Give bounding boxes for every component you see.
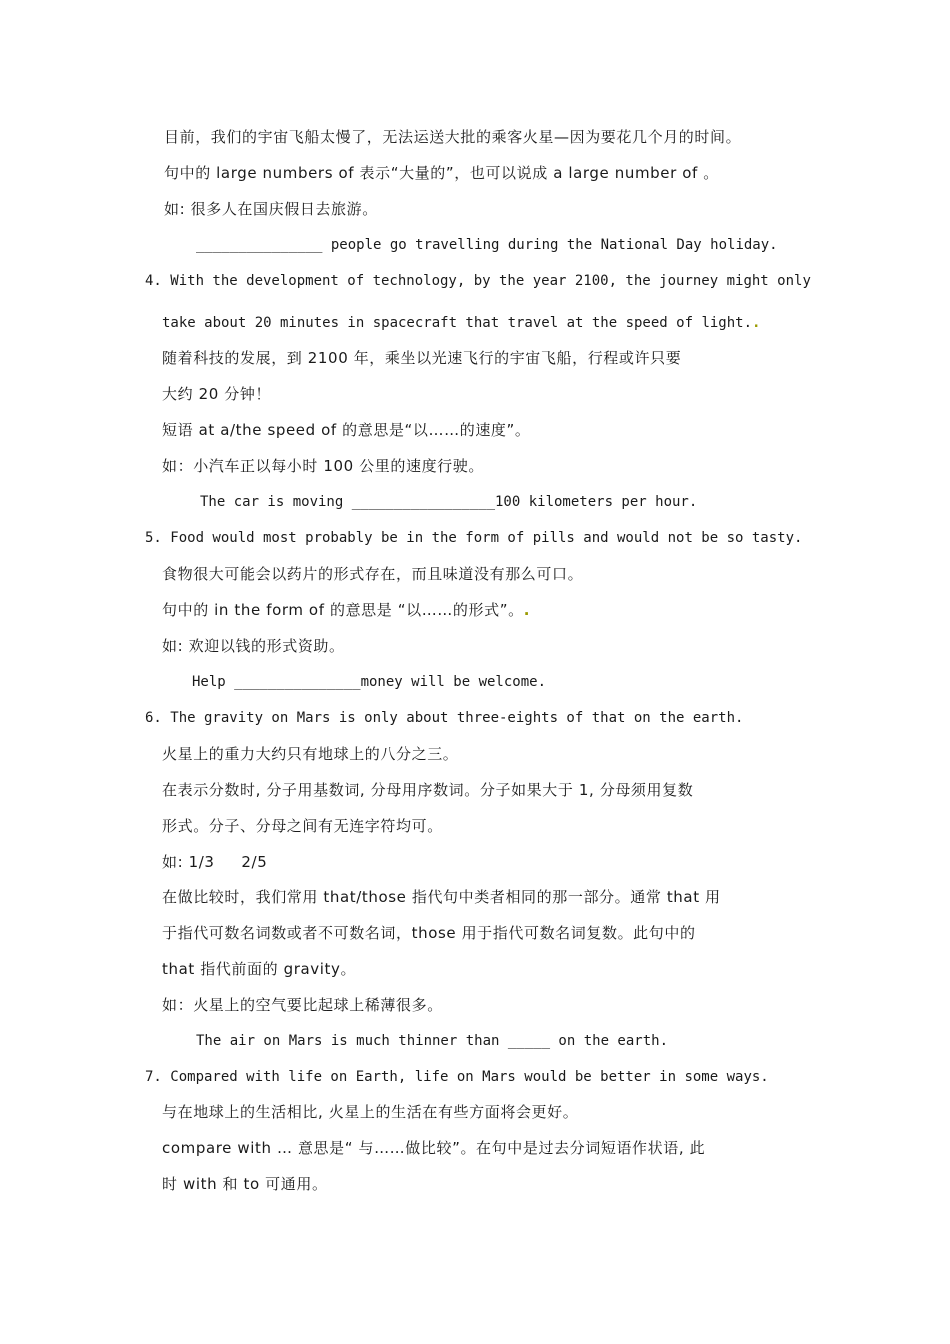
exercise-blank-line: The air on Mars is much thinner than _____ on the earth. [196,1033,669,1049]
text-line: 目前，我们的宇宙飞船太慢了，无法运送大批的乘客火星—因为要花几个月的时间。 [164,128,742,146]
explanation-line: 时 with 和 to 可通用。 [162,1175,328,1193]
mark-dot: . [523,601,530,619]
exercise-blank-line: Help _______________money will be welcome. [192,674,547,690]
example-line: 如：小汽车正以每小时 100 公里的速度行驶。 [162,457,484,475]
item-7-sentence: 7. Compared with life on Earth, life on Mars would be better in some ways. [145,1069,769,1085]
item-6-sentence: 6. The gravity on Mars is only about three-eights of that on the earth. [145,710,744,726]
explanation-line: 在表示分数时, 分子用基数词, 分母用序数词。分子如果大于 1, 分母须用复数 [162,781,694,799]
explanation-line: compare with … 意思是“ 与……做比较”。在句中是过去分词短语作状语, 此 [162,1139,706,1157]
explanation-line: 形式。分子、分母之间有无连字符均可。 [162,817,443,835]
exercise-blank-line: The car is moving _________________100 kilometers per hour. [200,494,698,510]
example-line: 如: 1/3 2/5 [162,853,268,871]
explanation-line: 短语 at a/the speed of 的意思是“以……的速度”。 [162,421,531,439]
explanation-line: 句中的 in the form of 的意思是 “以……的形式”。. [162,601,530,619]
item-5-sentence: 5. Food would most probably be in the form of pills and would not be so tasty. [145,530,803,546]
text-line: 句中的 large numbers of 表示“大量的”，也可以说成 a large number of 。 [164,164,719,182]
exercise-blank-line: _______________ people go travelling during the National Day holiday. [196,237,778,253]
mark-dot: . [752,315,761,331]
text-line: 如: 很多人在国庆假日去旅游。 [164,200,378,218]
explanation-line: that 指代前面的 gravity。 [162,960,357,978]
example-line: 如: 欢迎以钱的形式资助。 [162,637,345,655]
explanation-line: 于指代可数名词数或者不可数名词，those 用于指代可数名词复数。此句中的 [162,924,696,942]
translation-line: 大约 20 分钟！ [162,385,272,403]
item-4-sentence: 4. With the development of technology, by the year 2100, the journey might only [145,273,811,289]
translation-line: 随着科技的发展，到 2100 年，乘坐以光速飞行的宇宙飞船，行程或许只要 [162,349,682,367]
explanation-line: 在做比较时，我们常用 that/those 指代句中类者相同的那一部分。通常 that 用 [162,888,721,906]
translation-line: 火星上的重力大约只有地球上的八分之三。 [162,745,459,763]
example-line: 如：火星上的空气要比起球上稀薄很多。 [162,996,443,1014]
item-4-sentence-cont: take about 20 minutes in spacecraft that travel at the speed of light.. [162,315,761,331]
translation-line: 食物很大可能会以药片的形式存在，而且味道没有那么可口。 [162,565,584,583]
translation-line: 与在地球上的生活相比, 火星上的生活在有些方面将会更好。 [162,1103,579,1121]
